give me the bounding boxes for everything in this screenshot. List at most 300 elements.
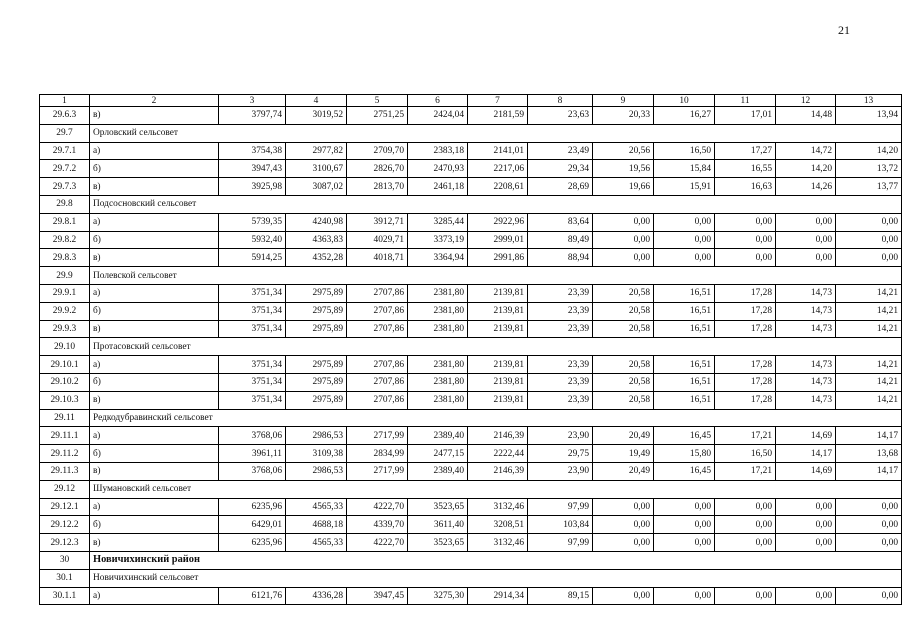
table-row xyxy=(40,462,902,480)
value-cell: 23,39 xyxy=(528,391,593,409)
value-cell: 20,58 xyxy=(593,284,654,302)
table-header-row xyxy=(40,95,902,107)
section-title: Новичихинский сельсовет xyxy=(90,569,902,587)
section-row xyxy=(40,338,902,356)
value-cell: 2139,81 xyxy=(468,391,528,409)
value-cell: 3285,44 xyxy=(408,213,468,231)
row-code: 29.11 xyxy=(40,409,90,427)
value-cell: 17,21 xyxy=(715,427,776,445)
value-cell: 16,51 xyxy=(654,391,715,409)
row-code: 29.7.3 xyxy=(40,178,90,196)
value-cell: 3912,71 xyxy=(347,213,408,231)
value-cell: 14,69 xyxy=(776,427,836,445)
row-variant: в) xyxy=(90,107,219,125)
value-cell: 2381,80 xyxy=(408,391,468,409)
value-cell: 14,21 xyxy=(836,391,902,409)
value-cell: 17,28 xyxy=(715,320,776,338)
value-cell: 0,00 xyxy=(776,249,836,267)
row-code: 29.10 xyxy=(40,338,90,356)
value-cell: 83,64 xyxy=(528,213,593,231)
value-cell: 20,33 xyxy=(593,107,654,125)
value-cell: 3925,98 xyxy=(219,178,286,196)
table-row xyxy=(40,160,902,178)
value-cell: 89,15 xyxy=(528,587,593,605)
value-cell: 0,00 xyxy=(593,516,654,534)
column-header: 2 xyxy=(90,95,219,107)
column-header: 9 xyxy=(593,95,654,107)
value-cell: 14,17 xyxy=(836,462,902,480)
value-cell: 13,68 xyxy=(836,445,902,463)
column-header: 4 xyxy=(286,95,347,107)
value-cell: 2381,80 xyxy=(408,302,468,320)
value-cell: 97,99 xyxy=(528,534,593,552)
value-cell: 2975,89 xyxy=(286,302,347,320)
value-cell: 16,55 xyxy=(715,160,776,178)
value-cell: 4363,83 xyxy=(286,231,347,249)
value-cell: 0,00 xyxy=(836,587,902,605)
table-row xyxy=(40,516,902,534)
value-cell: 2383,18 xyxy=(408,142,468,160)
value-cell: 13,77 xyxy=(836,178,902,196)
value-cell: 0,00 xyxy=(715,534,776,552)
row-code: 29.9 xyxy=(40,267,90,285)
value-cell: 16,51 xyxy=(654,356,715,374)
value-cell: 16,51 xyxy=(654,320,715,338)
value-cell: 23,90 xyxy=(528,462,593,480)
value-cell: 14,21 xyxy=(836,284,902,302)
column-header: 12 xyxy=(776,95,836,107)
section-title: Редкодубравинский сельсовет xyxy=(90,409,902,427)
region-title: Новичихинский район xyxy=(90,551,902,569)
value-cell: 103,84 xyxy=(528,516,593,534)
value-cell: 14,20 xyxy=(776,160,836,178)
value-cell: 19,49 xyxy=(593,445,654,463)
value-cell: 0,00 xyxy=(776,534,836,552)
row-code: 29.11.1 xyxy=(40,427,90,445)
column-header: 13 xyxy=(836,95,902,107)
value-cell: 2424,04 xyxy=(408,107,468,125)
value-cell: 2381,80 xyxy=(408,356,468,374)
value-cell: 0,00 xyxy=(654,534,715,552)
value-cell: 20,58 xyxy=(593,302,654,320)
value-cell: 0,00 xyxy=(776,498,836,516)
value-cell: 4222,70 xyxy=(347,534,408,552)
table-row xyxy=(40,587,902,605)
row-code: 29.11.2 xyxy=(40,445,90,463)
section-title: Шумановский сельсовет xyxy=(90,480,902,498)
value-cell: 3275,30 xyxy=(408,587,468,605)
value-cell: 3364,94 xyxy=(408,249,468,267)
value-cell: 16,63 xyxy=(715,178,776,196)
value-cell: 17,01 xyxy=(715,107,776,125)
value-cell: 3373,19 xyxy=(408,231,468,249)
row-code: 29.12.1 xyxy=(40,498,90,516)
value-cell: 0,00 xyxy=(654,213,715,231)
value-cell: 4352,28 xyxy=(286,249,347,267)
value-cell: 2834,99 xyxy=(347,445,408,463)
value-cell: 0,00 xyxy=(593,231,654,249)
value-cell: 4336,28 xyxy=(286,587,347,605)
table-row xyxy=(40,498,902,516)
page-number: 21 xyxy=(838,23,850,37)
value-cell: 2922,96 xyxy=(468,213,528,231)
value-cell: 2222,44 xyxy=(468,445,528,463)
value-cell: 3019,52 xyxy=(286,107,347,125)
value-cell: 14,17 xyxy=(776,445,836,463)
value-cell: 15,91 xyxy=(654,178,715,196)
value-cell: 2139,81 xyxy=(468,373,528,391)
column-header: 1 xyxy=(40,95,90,107)
value-cell: 2461,18 xyxy=(408,178,468,196)
column-header: 10 xyxy=(654,95,715,107)
tariff-table xyxy=(39,94,902,605)
row-code: 29.12 xyxy=(40,480,90,498)
value-cell: 3751,34 xyxy=(219,373,286,391)
value-cell: 0,00 xyxy=(593,534,654,552)
value-cell: 2975,89 xyxy=(286,284,347,302)
value-cell: 29,34 xyxy=(528,160,593,178)
value-cell: 2139,81 xyxy=(468,284,528,302)
value-cell: 28,69 xyxy=(528,178,593,196)
value-cell: 89,49 xyxy=(528,231,593,249)
value-cell: 0,00 xyxy=(776,516,836,534)
value-cell: 2139,81 xyxy=(468,356,528,374)
value-cell: 0,00 xyxy=(776,231,836,249)
value-cell: 2470,93 xyxy=(408,160,468,178)
section-title: Полевской сельсовет xyxy=(90,267,902,285)
value-cell: 16,51 xyxy=(654,302,715,320)
row-code: 29.8 xyxy=(40,195,90,213)
table-row xyxy=(40,249,902,267)
value-cell: 2381,80 xyxy=(408,284,468,302)
row-code: 29.7.2 xyxy=(40,160,90,178)
row-code: 29.8.3 xyxy=(40,249,90,267)
row-variant: а) xyxy=(90,213,219,231)
value-cell: 4029,71 xyxy=(347,231,408,249)
table-row xyxy=(40,284,902,302)
value-cell: 2975,89 xyxy=(286,320,347,338)
table-row xyxy=(40,320,902,338)
value-cell: 23,39 xyxy=(528,356,593,374)
value-cell: 2986,53 xyxy=(286,427,347,445)
value-cell: 14,73 xyxy=(776,391,836,409)
row-code: 29.10.2 xyxy=(40,373,90,391)
value-cell: 97,99 xyxy=(528,498,593,516)
value-cell: 0,00 xyxy=(715,249,776,267)
value-cell: 0,00 xyxy=(654,498,715,516)
row-code: 29.6.3 xyxy=(40,107,90,125)
value-cell: 2381,80 xyxy=(408,320,468,338)
value-cell: 17,27 xyxy=(715,142,776,160)
table-row xyxy=(40,373,902,391)
value-cell: 20,58 xyxy=(593,373,654,391)
value-cell: 0,00 xyxy=(836,498,902,516)
value-cell: 2707,86 xyxy=(347,391,408,409)
value-cell: 2389,40 xyxy=(408,427,468,445)
value-cell: 2999,01 xyxy=(468,231,528,249)
section-row xyxy=(40,124,902,142)
row-variant: в) xyxy=(90,320,219,338)
value-cell: 15,84 xyxy=(654,160,715,178)
value-cell: 0,00 xyxy=(836,534,902,552)
value-cell: 16,50 xyxy=(654,142,715,160)
value-cell: 14,17 xyxy=(836,427,902,445)
value-cell: 19,66 xyxy=(593,178,654,196)
value-cell: 2707,86 xyxy=(347,302,408,320)
row-code: 29.12.2 xyxy=(40,516,90,534)
value-cell: 4222,70 xyxy=(347,498,408,516)
value-cell: 0,00 xyxy=(836,213,902,231)
table-row xyxy=(40,356,902,374)
value-cell: 6121,76 xyxy=(219,587,286,605)
row-code: 30 xyxy=(40,551,90,569)
value-cell: 2707,86 xyxy=(347,320,408,338)
value-cell: 2707,86 xyxy=(347,373,408,391)
value-cell: 4565,33 xyxy=(286,498,347,516)
value-cell: 3797,74 xyxy=(219,107,286,125)
value-cell: 2975,89 xyxy=(286,373,347,391)
row-variant: а) xyxy=(90,427,219,445)
value-cell: 4688,18 xyxy=(286,516,347,534)
value-cell: 2139,81 xyxy=(468,302,528,320)
value-cell: 13,72 xyxy=(836,160,902,178)
value-cell: 29,75 xyxy=(528,445,593,463)
value-cell: 14,21 xyxy=(836,373,902,391)
section-title: Протасовский сельсовет xyxy=(90,338,902,356)
row-variant: б) xyxy=(90,445,219,463)
value-cell: 2141,01 xyxy=(468,142,528,160)
value-cell: 0,00 xyxy=(654,231,715,249)
value-cell: 3751,34 xyxy=(219,391,286,409)
column-header: 3 xyxy=(219,95,286,107)
value-cell: 88,94 xyxy=(528,249,593,267)
value-cell: 23,63 xyxy=(528,107,593,125)
row-code: 29.8.2 xyxy=(40,231,90,249)
value-cell: 4565,33 xyxy=(286,534,347,552)
value-cell: 3751,34 xyxy=(219,284,286,302)
value-cell: 13,94 xyxy=(836,107,902,125)
row-code: 29.9.1 xyxy=(40,284,90,302)
value-cell: 4240,98 xyxy=(286,213,347,231)
value-cell: 20,49 xyxy=(593,427,654,445)
value-cell: 2707,86 xyxy=(347,284,408,302)
value-cell: 3768,06 xyxy=(219,462,286,480)
value-cell: 14,72 xyxy=(776,142,836,160)
table-row xyxy=(40,427,902,445)
value-cell: 2139,81 xyxy=(468,320,528,338)
value-cell: 3754,38 xyxy=(219,142,286,160)
value-cell: 3611,40 xyxy=(408,516,468,534)
row-code: 29.7 xyxy=(40,124,90,142)
value-cell: 16,50 xyxy=(715,445,776,463)
value-cell: 6429,01 xyxy=(219,516,286,534)
column-header: 5 xyxy=(347,95,408,107)
section-row xyxy=(40,569,902,587)
value-cell: 20,56 xyxy=(593,142,654,160)
value-cell: 20,49 xyxy=(593,462,654,480)
row-variant: а) xyxy=(90,142,219,160)
table-row xyxy=(40,302,902,320)
value-cell: 23,39 xyxy=(528,320,593,338)
value-cell: 2975,89 xyxy=(286,356,347,374)
value-cell: 3751,34 xyxy=(219,302,286,320)
row-code: 29.8.1 xyxy=(40,213,90,231)
value-cell: 6235,96 xyxy=(219,534,286,552)
value-cell: 0,00 xyxy=(715,516,776,534)
value-cell: 4018,71 xyxy=(347,249,408,267)
value-cell: 17,28 xyxy=(715,356,776,374)
value-cell: 3947,45 xyxy=(347,587,408,605)
table-row xyxy=(40,231,902,249)
value-cell: 23,39 xyxy=(528,302,593,320)
value-cell: 2146,39 xyxy=(468,427,528,445)
value-cell: 14,26 xyxy=(776,178,836,196)
value-cell: 0,00 xyxy=(593,587,654,605)
row-code: 29.9.2 xyxy=(40,302,90,320)
value-cell: 15,80 xyxy=(654,445,715,463)
column-header: 6 xyxy=(408,95,468,107)
value-cell: 0,00 xyxy=(836,231,902,249)
value-cell: 0,00 xyxy=(593,498,654,516)
row-code: 29.11.3 xyxy=(40,462,90,480)
table-row xyxy=(40,213,902,231)
value-cell: 2977,82 xyxy=(286,142,347,160)
row-variant: в) xyxy=(90,534,219,552)
value-cell: 23,39 xyxy=(528,373,593,391)
row-variant: б) xyxy=(90,231,219,249)
value-cell: 0,00 xyxy=(654,587,715,605)
value-cell: 0,00 xyxy=(715,587,776,605)
row-variant: а) xyxy=(90,587,219,605)
value-cell: 0,00 xyxy=(836,249,902,267)
value-cell: 14,20 xyxy=(836,142,902,160)
value-cell: 14,21 xyxy=(836,320,902,338)
table-row xyxy=(40,178,902,196)
value-cell: 3100,67 xyxy=(286,160,347,178)
value-cell: 19,56 xyxy=(593,160,654,178)
value-cell: 0,00 xyxy=(776,587,836,605)
table-row xyxy=(40,142,902,160)
row-variant: в) xyxy=(90,249,219,267)
region-row xyxy=(40,551,902,569)
value-cell: 2975,89 xyxy=(286,391,347,409)
value-cell: 17,28 xyxy=(715,302,776,320)
column-header: 8 xyxy=(528,95,593,107)
section-row xyxy=(40,267,902,285)
value-cell: 14,73 xyxy=(776,284,836,302)
value-cell: 20,58 xyxy=(593,320,654,338)
row-code: 30.1 xyxy=(40,569,90,587)
value-cell: 23,90 xyxy=(528,427,593,445)
value-cell: 2914,34 xyxy=(468,587,528,605)
row-variant: а) xyxy=(90,284,219,302)
row-variant: а) xyxy=(90,356,219,374)
value-cell: 2717,99 xyxy=(347,462,408,480)
value-cell: 0,00 xyxy=(593,213,654,231)
row-variant: в) xyxy=(90,178,219,196)
value-cell: 3523,65 xyxy=(408,498,468,516)
row-code: 29.7.1 xyxy=(40,142,90,160)
value-cell: 0,00 xyxy=(836,516,902,534)
value-cell: 2709,70 xyxy=(347,142,408,160)
value-cell: 3523,65 xyxy=(408,534,468,552)
value-cell: 0,00 xyxy=(715,231,776,249)
value-cell: 14,73 xyxy=(776,373,836,391)
value-cell: 2751,25 xyxy=(347,107,408,125)
table-row xyxy=(40,107,902,125)
row-code: 29.12.3 xyxy=(40,534,90,552)
value-cell: 2991,86 xyxy=(468,249,528,267)
value-cell: 3961,11 xyxy=(219,445,286,463)
table-row xyxy=(40,534,902,552)
value-cell: 2208,61 xyxy=(468,178,528,196)
value-cell: 2389,40 xyxy=(408,462,468,480)
value-cell: 0,00 xyxy=(593,249,654,267)
value-cell: 14,48 xyxy=(776,107,836,125)
value-cell: 2826,70 xyxy=(347,160,408,178)
value-cell: 4339,70 xyxy=(347,516,408,534)
value-cell: 3947,43 xyxy=(219,160,286,178)
value-cell: 16,27 xyxy=(654,107,715,125)
value-cell: 17,28 xyxy=(715,373,776,391)
value-cell: 3132,46 xyxy=(468,534,528,552)
value-cell: 0,00 xyxy=(654,249,715,267)
value-cell: 2707,86 xyxy=(347,356,408,374)
value-cell: 17,28 xyxy=(715,391,776,409)
value-cell: 2381,80 xyxy=(408,373,468,391)
table-row xyxy=(40,445,902,463)
value-cell: 3208,51 xyxy=(468,516,528,534)
value-cell: 0,00 xyxy=(776,213,836,231)
value-cell: 0,00 xyxy=(654,516,715,534)
value-cell: 5932,40 xyxy=(219,231,286,249)
value-cell: 16,51 xyxy=(654,284,715,302)
value-cell: 17,28 xyxy=(715,284,776,302)
value-cell: 3751,34 xyxy=(219,320,286,338)
value-cell: 0,00 xyxy=(715,213,776,231)
value-cell: 3109,38 xyxy=(286,445,347,463)
value-cell: 3751,34 xyxy=(219,356,286,374)
row-variant: б) xyxy=(90,516,219,534)
row-variant: а) xyxy=(90,498,219,516)
value-cell: 16,51 xyxy=(654,373,715,391)
row-variant: б) xyxy=(90,302,219,320)
value-cell: 14,21 xyxy=(836,302,902,320)
value-cell: 6235,96 xyxy=(219,498,286,516)
table-row xyxy=(40,391,902,409)
value-cell: 2146,39 xyxy=(468,462,528,480)
value-cell: 20,58 xyxy=(593,356,654,374)
value-cell: 2813,70 xyxy=(347,178,408,196)
row-variant: б) xyxy=(90,373,219,391)
value-cell: 20,58 xyxy=(593,391,654,409)
value-cell: 16,45 xyxy=(654,462,715,480)
value-cell: 2181,59 xyxy=(468,107,528,125)
value-cell: 2477,15 xyxy=(408,445,468,463)
value-cell: 2217,06 xyxy=(468,160,528,178)
row-code: 29.10.1 xyxy=(40,356,90,374)
value-cell: 23,39 xyxy=(528,284,593,302)
row-variant: б) xyxy=(90,160,219,178)
value-cell: 3132,46 xyxy=(468,498,528,516)
value-cell: 14,69 xyxy=(776,462,836,480)
value-cell: 0,00 xyxy=(715,498,776,516)
row-code: 29.10.3 xyxy=(40,391,90,409)
value-cell: 2717,99 xyxy=(347,427,408,445)
value-cell: 16,45 xyxy=(654,427,715,445)
section-row xyxy=(40,480,902,498)
section-row xyxy=(40,409,902,427)
